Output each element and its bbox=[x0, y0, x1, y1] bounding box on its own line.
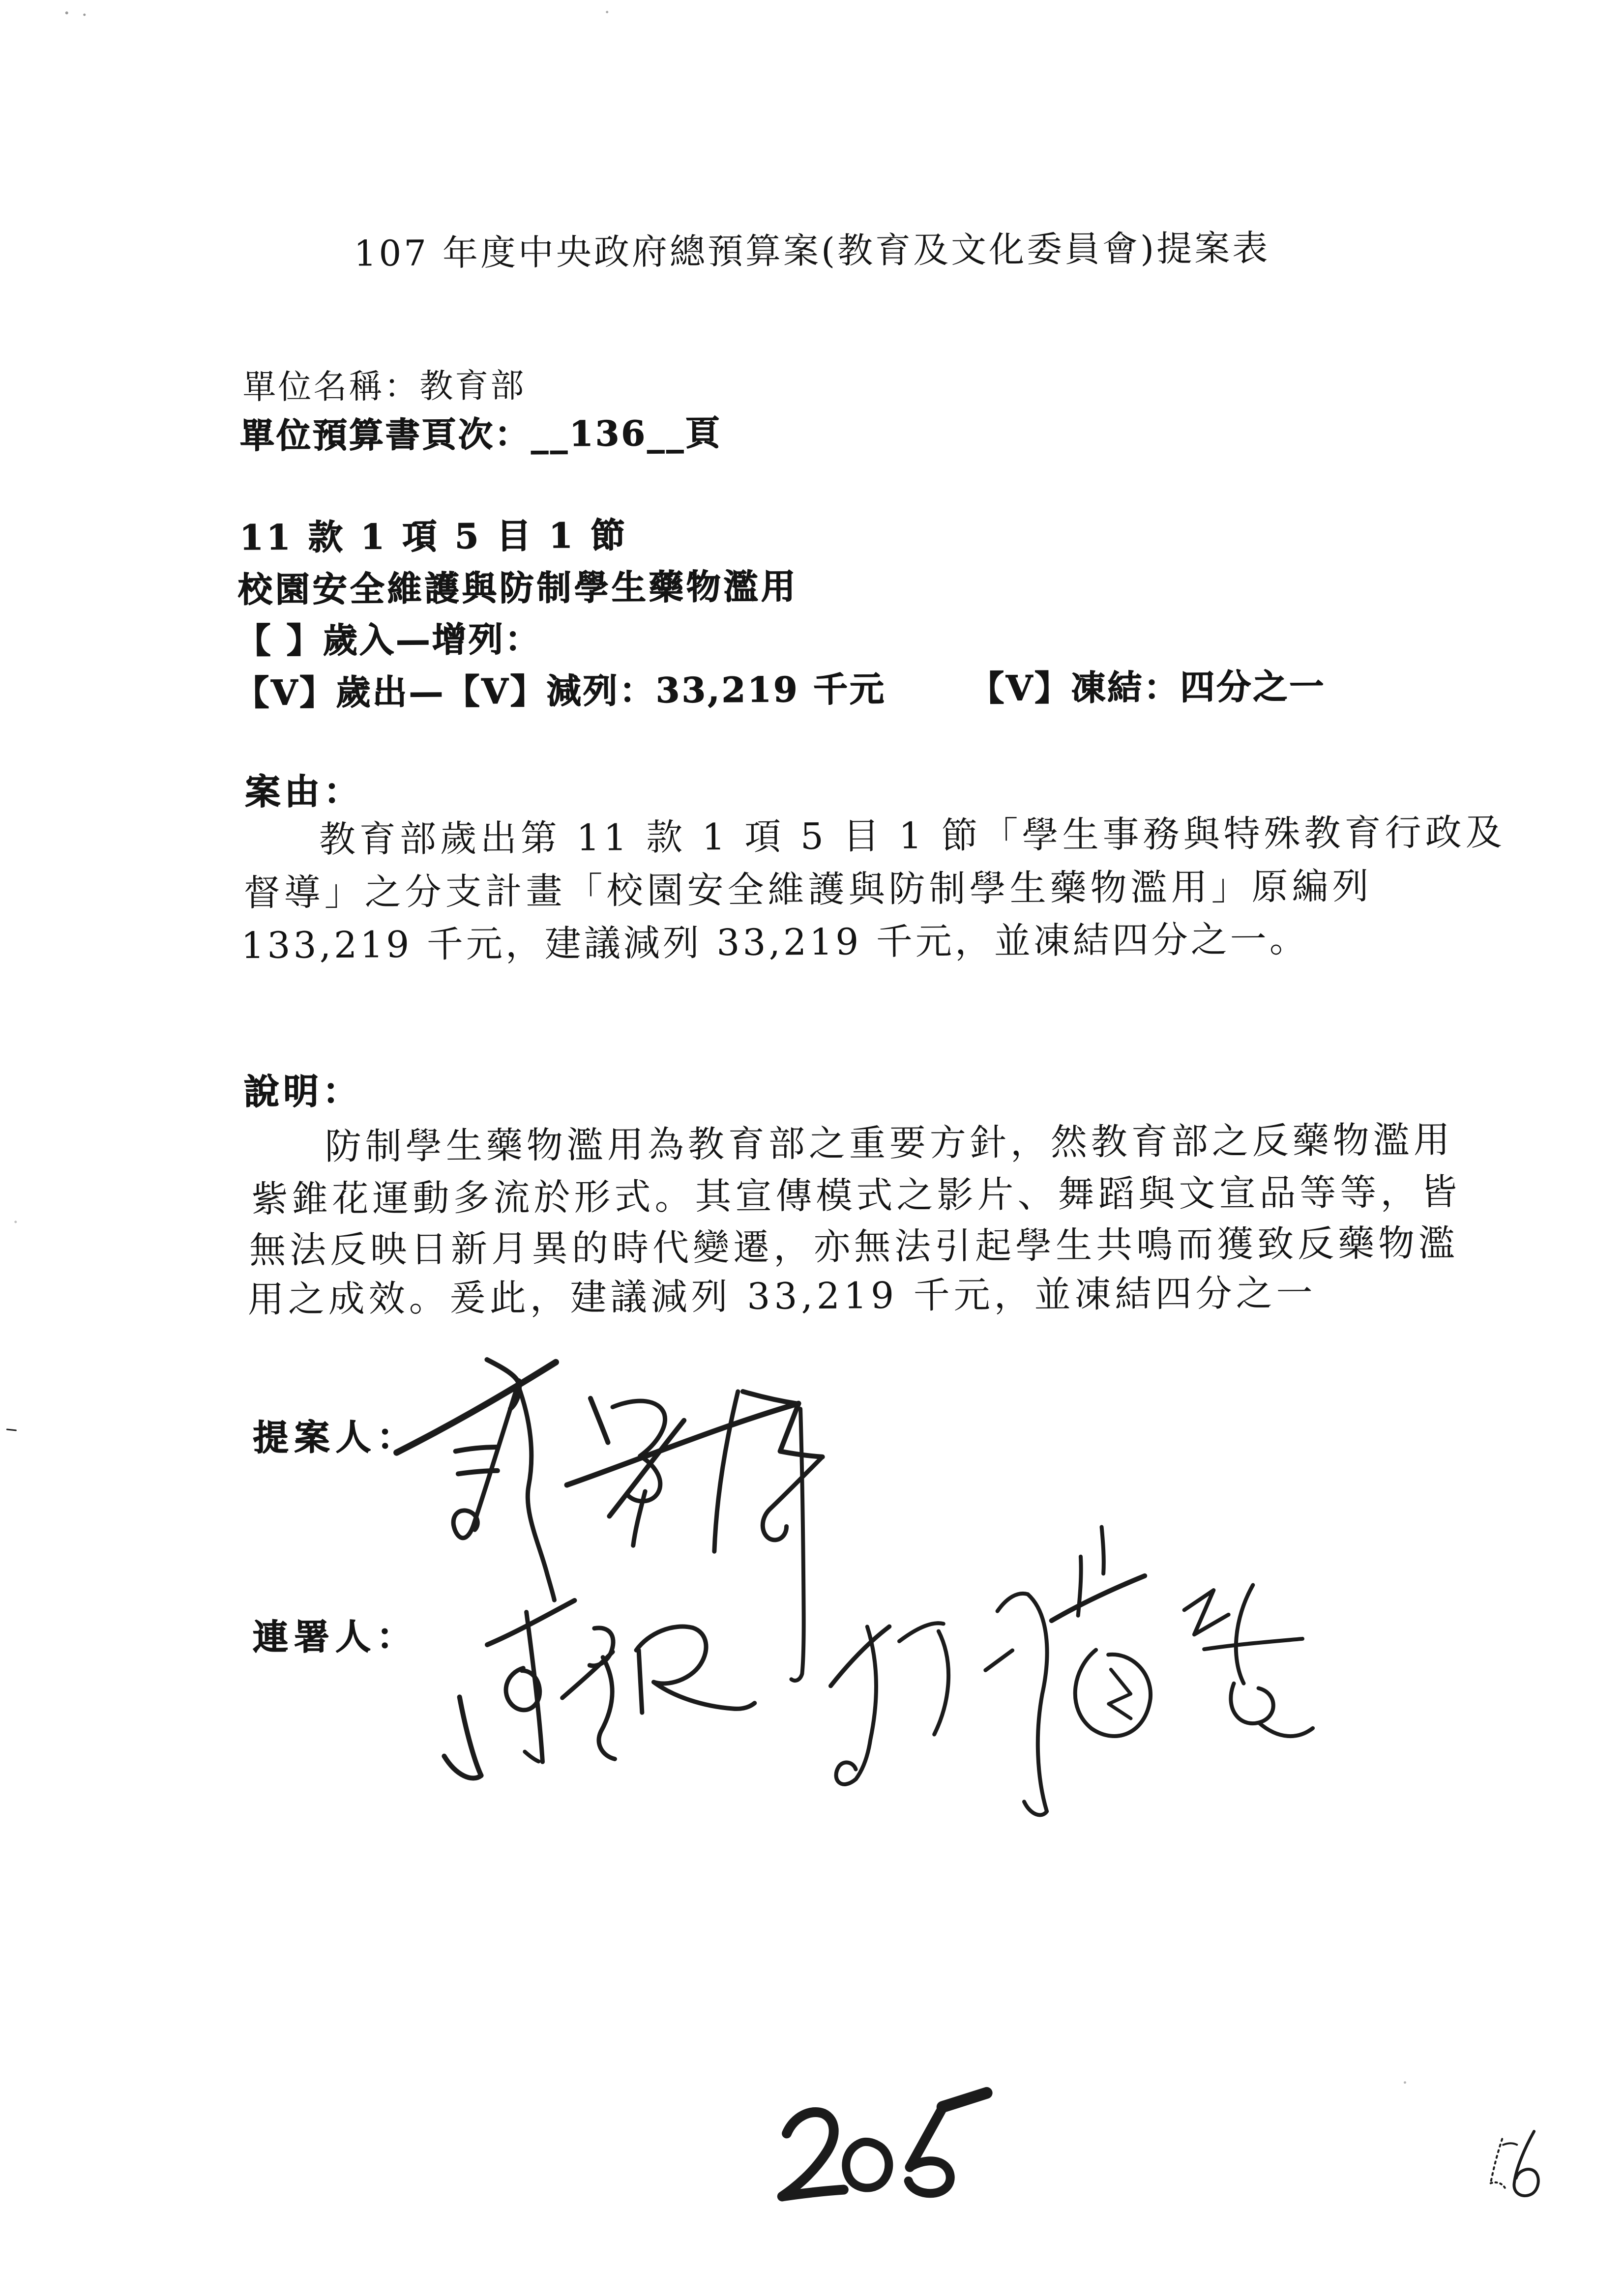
explanation-line-4: 用之成效。爰此，建議減列 33,219 千元，並凍結四分之一 bbox=[247, 1272, 1317, 1321]
explanation-line-3: 無法反映日新月異的時代變遷，亦無法引起學生共鳴而獲致反藥物濫 bbox=[249, 1221, 1459, 1272]
cosigner-label: 連署人： bbox=[252, 1615, 418, 1658]
cosigner-signature-1 bbox=[443, 1599, 755, 1778]
case-heading: 案由： bbox=[245, 770, 363, 813]
explanation-heading: 說明： bbox=[243, 1070, 362, 1113]
case-line-3: 133,219 千元，建議減列 33,219 千元，並凍結四分之一。 bbox=[241, 918, 1309, 967]
explanation-line-1: 防制學生藥物濫用為教育部之重要方針，然教育部之反藥物濫用 bbox=[325, 1119, 1454, 1168]
scan-noise bbox=[0, 3, 1406, 2093]
case-line-1: 教育部歲出第 11 款 1 項 5 目 1 節「學生事務與特殊教育行政及 bbox=[319, 811, 1506, 861]
freeze-text: 【V】凍結：四分之一 bbox=[969, 666, 1326, 709]
budget-section-line: 11 款 1 項 5 目 1 節 bbox=[239, 515, 628, 558]
cosigner-signature-2 bbox=[830, 1526, 1314, 1816]
revenue-checkbox-line: 【 】歲入—增列： bbox=[236, 618, 542, 662]
proposer-label: 提案人： bbox=[253, 1415, 418, 1458]
unit-budget-page-line: 單位預算書頁次：__136__頁 bbox=[239, 412, 722, 457]
program-name-line: 校園安全維護與防制學生藥物濫用 bbox=[237, 566, 799, 610]
expenditure-reduction-text: 【V】歲出—【V】減列：33,219 千元 bbox=[234, 668, 886, 714]
form-title: 107 年度中央政府總預算案(教育及文化委員會)提案表 bbox=[354, 227, 1270, 274]
unit-name-line: 單位名稱：教育部 bbox=[242, 366, 526, 407]
case-line-2: 督導」之分支計畫「校園安全維護與防制學生藥物濫用」原編列 bbox=[243, 865, 1373, 915]
handwritten-page-number bbox=[782, 2093, 987, 2197]
explanation-line-2: 紫錐花運動多流於形式。其宣傳模式之影片、舞蹈與文宣品等等，皆 bbox=[251, 1170, 1461, 1221]
corner-mark bbox=[1490, 2131, 1538, 2196]
